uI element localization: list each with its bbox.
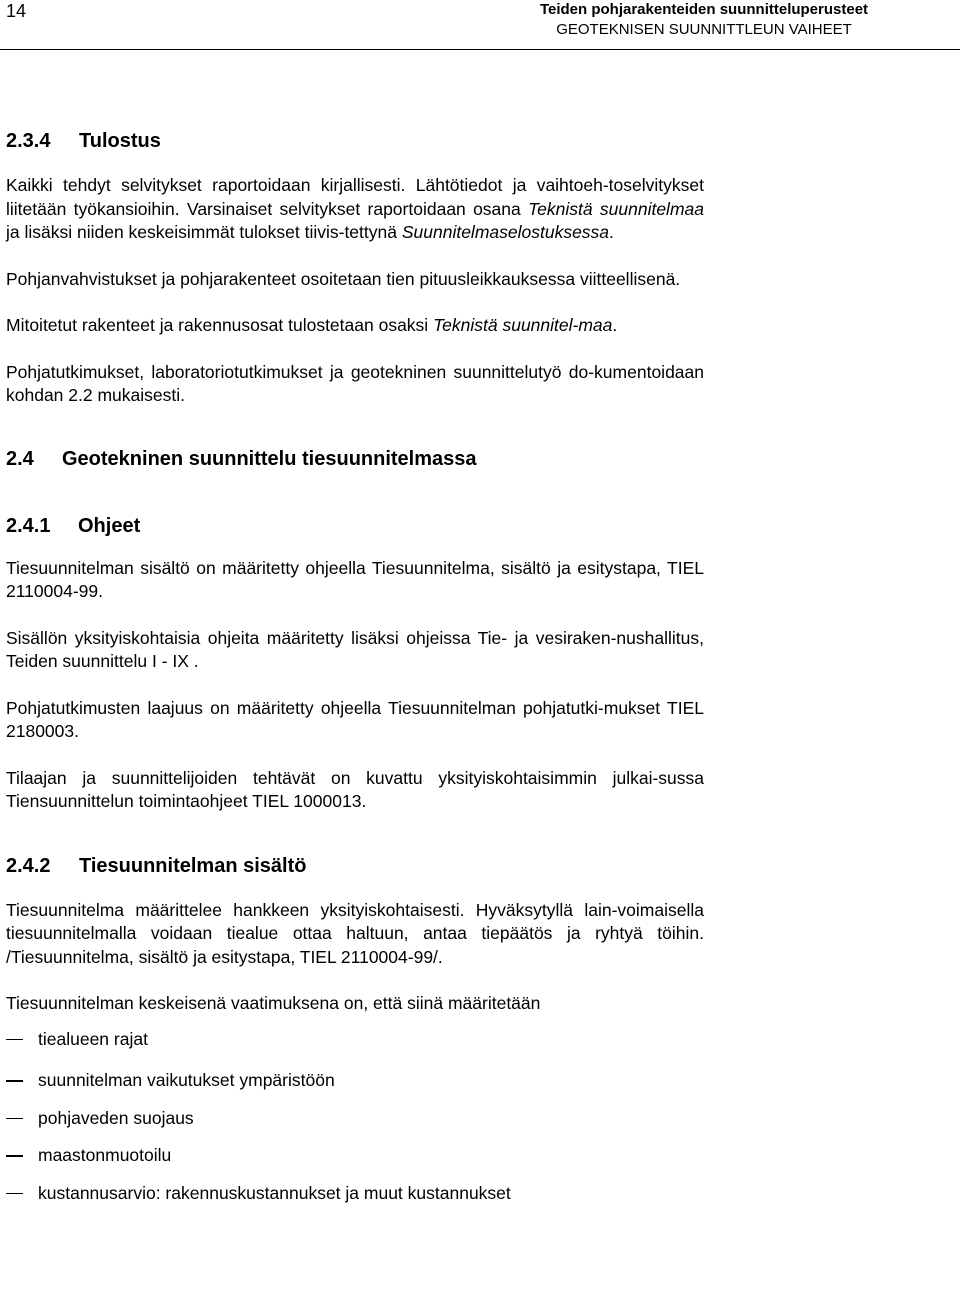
section-title: Geotekninen suunnittelu tiesuunnitelmassa <box>62 447 477 470</box>
dash-bullet-icon <box>6 1155 23 1157</box>
page-number: 14 <box>6 1 27 21</box>
header-divider <box>0 49 960 50</box>
requirements-list <box>6 1028 704 1206</box>
list-item: tiealueen rajat <box>6 1028 704 1052</box>
paragraph: Tilaajan ja suunnittelijoiden tehtävät on kuvattu yksityiskohtaisimmin julkai-sussa Tiensuunnittelun toimintaohjeet TIEL 1000013. <box>6 767 704 811</box>
paragraph: Pohjatutkimukset, laboratoriotutkimukset ja geotekninen suunnittelutyö do-kumentoidaan kohdan 2.2 mukaisesti. <box>6 361 704 405</box>
running-header-subtitle: GEOTEKNISEN SUUNNITTLEUN VAIHEET <box>556 21 852 38</box>
document-body <box>6 128 704 1205</box>
section-heading-2-3-4 <box>6 128 704 154</box>
paragraph: Pohjatutkimusten laajuus on määritetty ohjeella Tiesuunnitelman pohjatutki-mukset TIEL 2180003. <box>6 697 704 741</box>
section-title: Ohjeet <box>78 514 141 537</box>
paragraph: Tiesuunnitelman keskeisenä vaatimuksena on, että siinä määritetään <box>6 993 541 1013</box>
section-number: 2.4 <box>6 447 34 470</box>
italic-reference: Suunnitelmaselostuksessa <box>401 222 610 242</box>
running-header-title: Teiden pohjarakenteiden suunnitteluperusteet <box>539 1 869 18</box>
section-number: 2.4.1 <box>6 514 51 537</box>
dash-bullet-icon <box>6 1039 23 1041</box>
list-item: suunnitelman vaikutukset ympäristöön <box>6 1069 704 1093</box>
section-heading-2-4-2 <box>6 853 704 879</box>
list-item: maastonmuotoilu <box>6 1144 704 1168</box>
italic-reference: Teknistä suunnitel-maa <box>433 315 613 335</box>
paragraph: Tiesuunnitelman sisältö on määritetty ohjeella Tiesuunnitelma, sisältö ja esitystapa, TIEL 2110004-99. <box>6 557 704 601</box>
section-number: 2.3.4 <box>6 130 51 152</box>
paragraph: Tiesuunnitelma määrittelee hankkeen yksityiskohtaisesti. Hyväksytyllä lain-voimaisella tiesuunnitelmalla voidaan tiealue ottaa haltuun, antaa tiepäätös ja ryhtyä töihin. /Tiesuunnitelma, sisältö ja esitystapa, TIEL 2110004-99/. <box>6 899 704 967</box>
dash-bullet-icon <box>6 1080 23 1082</box>
section-heading-2-4-1 <box>6 513 704 539</box>
section-title: Tulostus <box>79 130 161 152</box>
running-header <box>504 0 904 40</box>
paragraph: Pohjanvahvistukset ja pohjarakenteet osoitetaan tien pituusleikkauksessa viitteellisenä. <box>6 268 681 289</box>
italic-reference: Teknistä suunnitelmaa <box>528 198 704 219</box>
section-title: Tiesuunnitelman sisältö <box>79 854 307 877</box>
dash-bullet-icon <box>6 1193 23 1195</box>
paragraph: Kaikki tehdyt selvitykset raportoidaan kirjallisesti. Lähtötiedot ja vaihtoeh-toselvitykset liitetään työkansioihin. Varsinaiset selvitykset raportoidaan osana Teknistä suunnitelmaa ja lisäksi niiden keskeisimmät tulokset tiivis-tettynä Suunnitelmaselostuksessa. <box>6 175 704 242</box>
list-item: kustannusarvio: rakennuskustannukset ja muut kustannukset <box>6 1182 704 1206</box>
paragraph: Mitoitetut rakenteet ja rakennusosat tulostetaan osaksi Teknistä suunnitel-maa. <box>6 315 618 335</box>
section-heading-2-4 <box>6 446 704 472</box>
paragraph: Sisällön yksityiskohtaisia ohjeita määritetty lisäksi ohjeissa Tie- ja vesiraken-nushallitus, Teiden suunnittelu I - IX . <box>6 627 704 671</box>
list-item: pohjaveden suojaus <box>6 1107 704 1131</box>
dash-bullet-icon <box>6 1118 23 1120</box>
section-number: 2.4.2 <box>6 854 51 877</box>
